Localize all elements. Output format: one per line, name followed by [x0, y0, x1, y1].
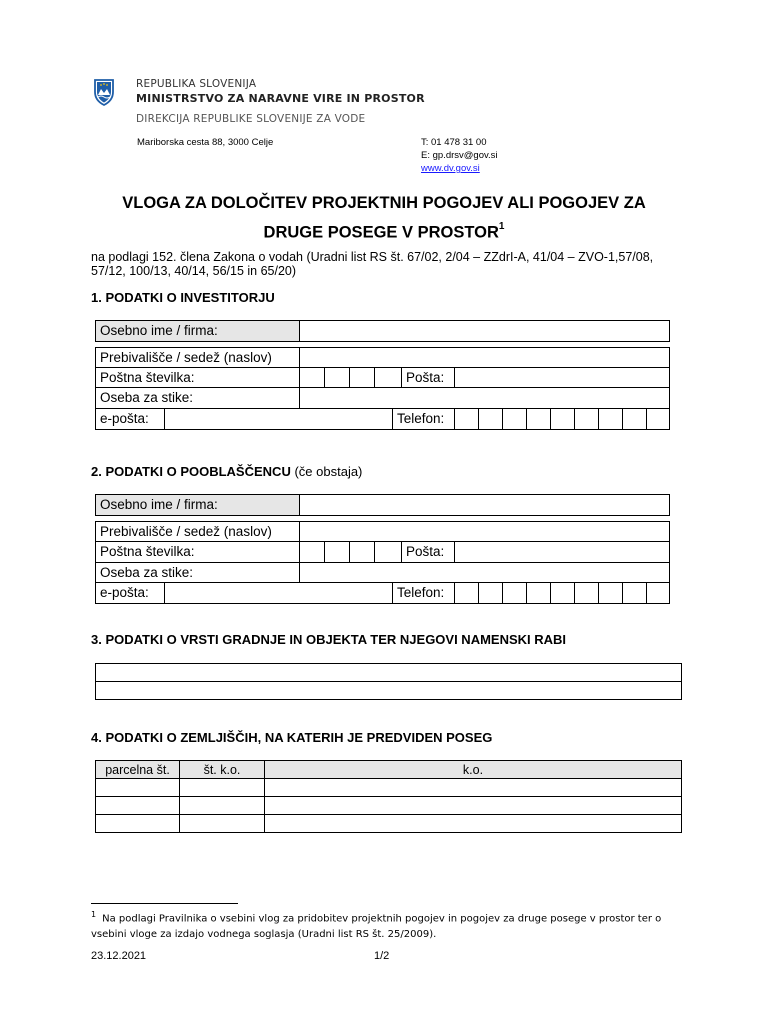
table-cell[interactable]	[95, 778, 180, 797]
proxy-phone-digit[interactable]	[478, 582, 503, 604]
footnote	[91, 907, 691, 943]
proxy-postal-digit[interactable]	[299, 541, 325, 563]
investor-residence-label: Prebivališče / sedež (naslov)	[95, 347, 300, 368]
investor-contact-field[interactable]	[299, 387, 670, 409]
website-link[interactable]: www.dv.gov.si	[421, 163, 480, 174]
proxy-postal-digit[interactable]	[349, 541, 375, 563]
investor-postal-digit[interactable]	[299, 367, 325, 388]
investor-phone-digit[interactable]	[502, 408, 527, 430]
proxy-post-field[interactable]	[454, 541, 670, 563]
contact-phone: T: 01 478 31 00	[421, 137, 487, 148]
title-line-1: VLOGA ZA DOLOČITEV PROJEKTNIH POGOJEV ALI POGOJEV ZA	[122, 194, 646, 212]
proxy-phone-digit[interactable]	[550, 582, 575, 604]
proxy-phone-digit[interactable]	[622, 582, 647, 604]
investor-contact-label: Oseba za stike:	[95, 387, 300, 409]
document-title	[80, 191, 688, 246]
proxy-phone-digit[interactable]	[454, 582, 479, 604]
investor-post-label: Pošta:	[401, 367, 455, 388]
proxy-postal-digit[interactable]	[324, 541, 350, 563]
column-header-cadastral-municipality: k.o.	[264, 760, 682, 779]
table-cell[interactable]	[179, 814, 265, 833]
investor-phone-digit[interactable]	[574, 408, 599, 430]
proxy-name-label: Osebno ime / firma:	[95, 494, 300, 516]
letterhead-ministry: MINISTRSTVO ZA NARAVNE VIRE IN PROSTOR	[136, 92, 425, 105]
proxy-name-field[interactable]	[299, 494, 670, 516]
section2-heading-note: (če obstaja)	[294, 464, 363, 479]
legal-basis: na podlagi 152. člena Zakona o vodah (Uradni list RS št. 67/02, 2/04 – ZZdrI-A, 41/04 – ZVO-1,57/08, 57/12, 100/13, 40/14, 56/15 in 65/20)	[91, 250, 654, 278]
section1-heading: 1. PODATKI O INVESTITORJU	[91, 290, 275, 305]
letterhead-country: REPUBLIKA SLOVENIJA	[136, 78, 257, 90]
proxy-postal-digit[interactable]	[374, 541, 402, 563]
section2-heading	[91, 464, 362, 479]
section3-heading: 3. PODATKI O VRSTI GRADNJE IN OBJEKTA TER NJEGOVI NAMENSKI RABI	[91, 632, 567, 647]
proxy-residence-field[interactable]	[299, 521, 670, 542]
investor-postal-digit[interactable]	[349, 367, 375, 388]
investor-email-field[interactable]	[164, 408, 393, 430]
proxy-phone-digit[interactable]	[598, 582, 623, 604]
investor-phone-digit[interactable]	[550, 408, 575, 430]
investor-phone-label: Telefon:	[392, 408, 455, 430]
proxy-contact-label: Oseba za stike:	[95, 562, 300, 583]
investor-phone-digit[interactable]	[598, 408, 623, 430]
investor-post-field[interactable]	[454, 367, 670, 388]
table-cell[interactable]	[179, 778, 265, 797]
proxy-phone-digit[interactable]	[526, 582, 551, 604]
investor-postal-code-label: Poštna številka:	[95, 367, 300, 388]
investor-name-field[interactable]	[299, 320, 670, 342]
construction-type-row[interactable]	[95, 681, 682, 700]
letterhead-directorate: DIREKCIJA REPUBLIKE SLOVENIJE ZA VODE	[136, 113, 366, 125]
column-header-plot-number: parcelna št.	[95, 760, 180, 779]
title-line-2: DRUGE POSEGE V PROSTOR	[263, 223, 499, 242]
footnote-text: Na podlagi Pravilnika o vsebini vlog za pridobitev projektnih pogojev in pogojev za druge posege v prostor ter o vsebini vloge za izdajo vodnega soglasja (Uradni list RS št. 25/2009).	[91, 913, 662, 941]
document-date: 23.12.2021	[91, 950, 147, 962]
investor-residence-field[interactable]	[299, 347, 670, 368]
investor-phone-digit[interactable]	[454, 408, 479, 430]
section2-heading-text: 2. PODATKI O POOBLAŠČENCU	[91, 464, 291, 479]
office-address: Mariborska cesta 88, 3000 Celje	[137, 137, 274, 148]
footnote-separator	[91, 903, 238, 904]
investor-postal-digit[interactable]	[324, 367, 350, 388]
table-cell[interactable]	[264, 814, 682, 833]
title-footnote-ref: 1	[498, 221, 505, 232]
proxy-phone-digit[interactable]	[646, 582, 670, 604]
contact-email: E: gp.drsv@gov.si	[421, 150, 498, 161]
coat-of-arms-icon	[93, 78, 115, 106]
table-cell[interactable]	[95, 796, 180, 815]
investor-email-label: e-pošta:	[95, 408, 165, 430]
proxy-email-field[interactable]	[164, 582, 393, 604]
table-cell[interactable]	[264, 778, 682, 797]
table-cell[interactable]	[179, 796, 265, 815]
table-cell[interactable]	[95, 814, 180, 833]
investor-name-label: Osebno ime / firma:	[95, 320, 300, 342]
proxy-residence-label: Prebivališče / sedež (naslov)	[95, 521, 300, 542]
proxy-post-label: Pošta:	[401, 541, 455, 563]
investor-phone-digit[interactable]	[646, 408, 670, 430]
proxy-email-label: e-pošta:	[95, 582, 165, 604]
investor-postal-digit[interactable]	[374, 367, 402, 388]
proxy-phone-label: Telefon:	[392, 582, 455, 604]
proxy-phone-digit[interactable]	[502, 582, 527, 604]
investor-phone-digit[interactable]	[526, 408, 551, 430]
proxy-postal-code-label: Poštna številka:	[95, 541, 300, 563]
construction-type-row[interactable]	[95, 663, 682, 682]
investor-phone-digit[interactable]	[478, 408, 503, 430]
table-cell[interactable]	[264, 796, 682, 815]
page-number: 1/2	[374, 950, 390, 962]
footnote-marker: 1	[91, 910, 97, 919]
column-header-cadastral-number: št. k.o.	[179, 760, 265, 779]
investor-phone-digit[interactable]	[622, 408, 647, 430]
proxy-contact-field[interactable]	[299, 562, 670, 583]
proxy-phone-digit[interactable]	[574, 582, 599, 604]
section4-heading: 4. PODATKI O ZEMLJIŠČIH, NA KATERIH JE PREDVIDEN POSEG	[91, 730, 493, 745]
